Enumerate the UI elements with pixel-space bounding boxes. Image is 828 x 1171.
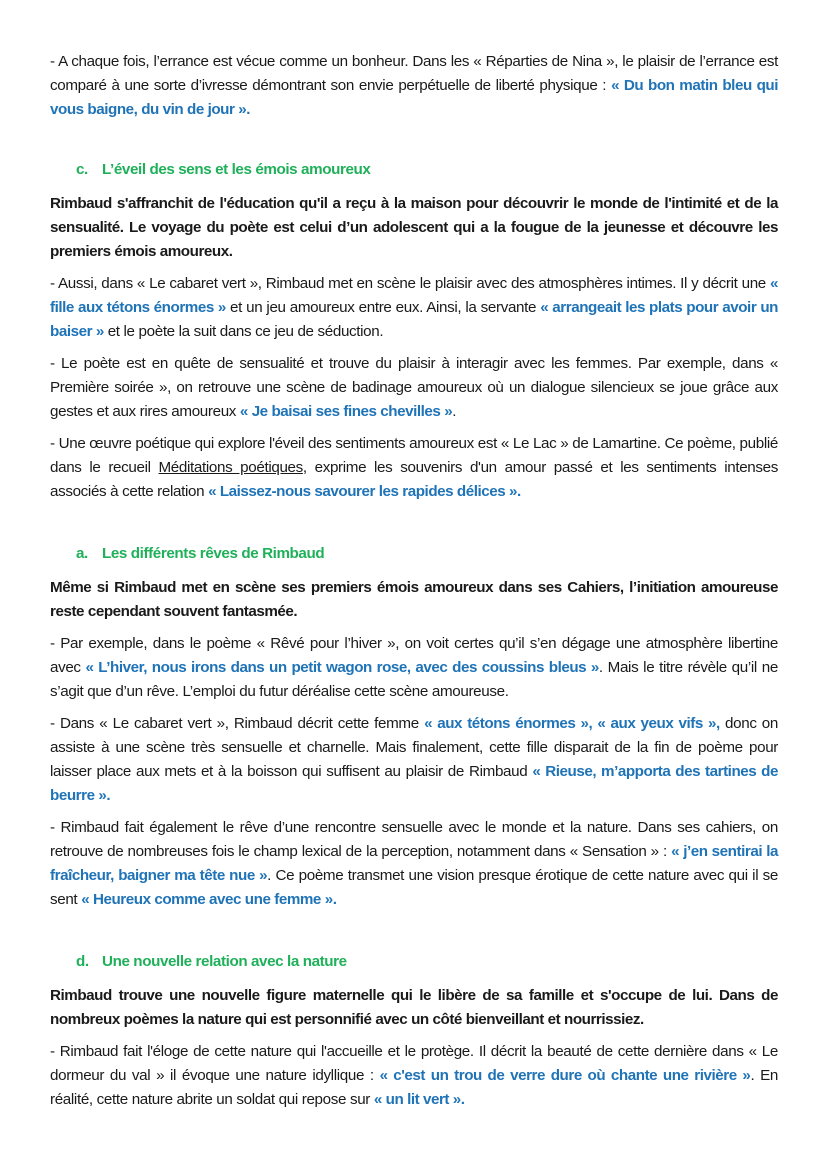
quotation: « Heureux comme avec une femme ».: [81, 891, 337, 908]
heading-title: L’éveil des sens et les émois amoureux: [102, 161, 371, 178]
quotation: « aux tétons énormes », « aux yeux vifs »,: [424, 715, 720, 732]
quotation: « Laissez-nous savourer les rapides délices ».: [208, 483, 521, 500]
section-a-paragraph-3: [50, 816, 778, 912]
section-heading-d: [50, 950, 778, 974]
paragraph-text: - Une œuvre poétique qui explore l'éveil des sentiments amoureux est « Le Lac » de Lamartine. Ce poème, publié dans le recueil: [50, 435, 778, 476]
section-a-lead: Même si Rimbaud met en scène ses premiers émois amoureux dans ses Cahiers, l’initiation amoureuse reste cependant souvent fantasmée.: [50, 579, 778, 620]
paragraph-text: - Par exemple, dans le poème « Rêvé pour l’hiver », on voit certes qu’il s’en dégage une atmosphère libertine avec: [50, 635, 778, 676]
section-heading-c: [50, 158, 778, 182]
heading-number: a.: [76, 545, 88, 562]
intro-paragraph: [50, 50, 778, 122]
section-a-paragraph-2: [50, 712, 778, 808]
paragraph-text: - Rimbaud fait l'éloge de cette nature qui l'accueille et le protège. Il décrit la beauté de cette dernière dans « Le dormeur du val » il évoque une nature idyllique :: [50, 1043, 778, 1084]
section-c-paragraph-3: [50, 432, 778, 504]
paragraph-text: , exprime les souvenirs d'un amour passé et les sentiments intenses associés à cette relation: [50, 459, 778, 500]
book-title-underlined: Méditations poétiques: [158, 459, 303, 476]
quotation: « Je baisai ses fines chevilles »: [239, 403, 453, 420]
heading-number: d.: [76, 953, 89, 970]
section-c-paragraph-2: [50, 352, 778, 424]
quotation: « c'est un trou de verre dure où chante une rivière »: [379, 1067, 751, 1084]
section-c-paragraph-1: [50, 272, 778, 344]
paragraph-text: - Le poète est en quête de sensualité et trouve du plaisir à interagir avec les femmes. Par exemple, dans « Première soirée », on retrouve une scène de badinage amoureux où un dialogue silencieux se joue grâce aux gestes et aux rires amoureux: [50, 355, 778, 420]
paragraph-text: - A chaque fois, l’errance est vécue comme un bonheur. Dans les « Réparties de Nina », le plaisir de l’errance est comparé à une sorte d’ivresse démontrant son envie perpétuelle de liberté physique :: [50, 53, 778, 94]
paragraph-text: et le poète la suit dans ce jeu de séduction.: [103, 323, 384, 340]
paragraph-text: - Aussi, dans « Le cabaret vert », Rimbaud met en scène le plaisir avec des atmosphères intimes. Il y décrit une: [50, 275, 770, 292]
paragraph-text: et un jeu amoureux entre eux. Ainsi, la servante: [225, 299, 541, 316]
paragraph-text: . Ce poème transmet une vision presque érotique de cette nature avec qui il se sent: [50, 867, 778, 908]
heading-number: c.: [76, 161, 88, 178]
section-heading-a: [50, 542, 778, 566]
paragraph-text: .: [452, 403, 457, 420]
section-d-paragraph-1: [50, 1040, 778, 1112]
quotation: « j’en sentirai la fraîcheur, baigner ma tête nue »: [50, 843, 778, 884]
heading-title: Les différents rêves de Rimbaud: [102, 545, 325, 562]
paragraph-text: - Dans « Le cabaret vert », Rimbaud décrit cette femme: [50, 715, 425, 732]
heading-title: Une nouvelle relation avec la nature: [102, 953, 347, 970]
paragraph-text: . Mais le titre révèle qu’il ne s’agit que d’un rêve. L’emploi du futur déréalise cette scène amoureuse.: [50, 659, 778, 700]
quotation: « un lit vert ».: [373, 1091, 465, 1108]
section-c-lead: Rimbaud s'affranchit de l'éducation qu'il a reçu à la maison pour découvrir le monde de l'intimité et de la sensualité. Le voyage du poète est celui d’un adolescent qui a la fougue de la jeunesse et découvre les premiers émois amoureux.: [50, 195, 778, 260]
section-a-paragraph-1: [50, 632, 778, 704]
quotation: « arrangeait les plats pour avoir un baiser »: [50, 299, 778, 340]
paragraph-text: donc on assiste à une scène très sensuelle et charnelle. Mais finalement, cette fille disparait de la fin de poème pour laisser place aux mets et à la boisson qui suffisent au plaisir de Rimbaud: [50, 715, 779, 780]
paragraph-text: - Rimbaud fait également le rêve d’une rencontre sensuelle avec le monde et la nature. Dans ses cahiers, on retrouve de nombreuses fois le champ lexical de la perception, notamment dans « Sensation » :: [50, 819, 778, 860]
quotation: « Du bon matin bleu qui vous baigne, du vin de jour ».: [50, 77, 778, 118]
paragraph-text: . En réalité, cette nature abrite un soldat qui repose sur: [50, 1067, 779, 1108]
quotation: « Rieuse, m’apporta des tartines de beurre ».: [50, 763, 778, 804]
section-d-lead: Rimbaud trouve une nouvelle figure maternelle qui le libère de sa famille et s'occupe de lui. Dans de nombreux poèmes la nature qui est personnifié avec un côté bienveillant et nourrissiez.: [50, 987, 778, 1028]
quotation: « fille aux tétons énormes »: [50, 275, 778, 316]
quotation: « L’hiver, nous irons dans un petit wagon rose, avec des coussins bleus »: [85, 659, 599, 676]
